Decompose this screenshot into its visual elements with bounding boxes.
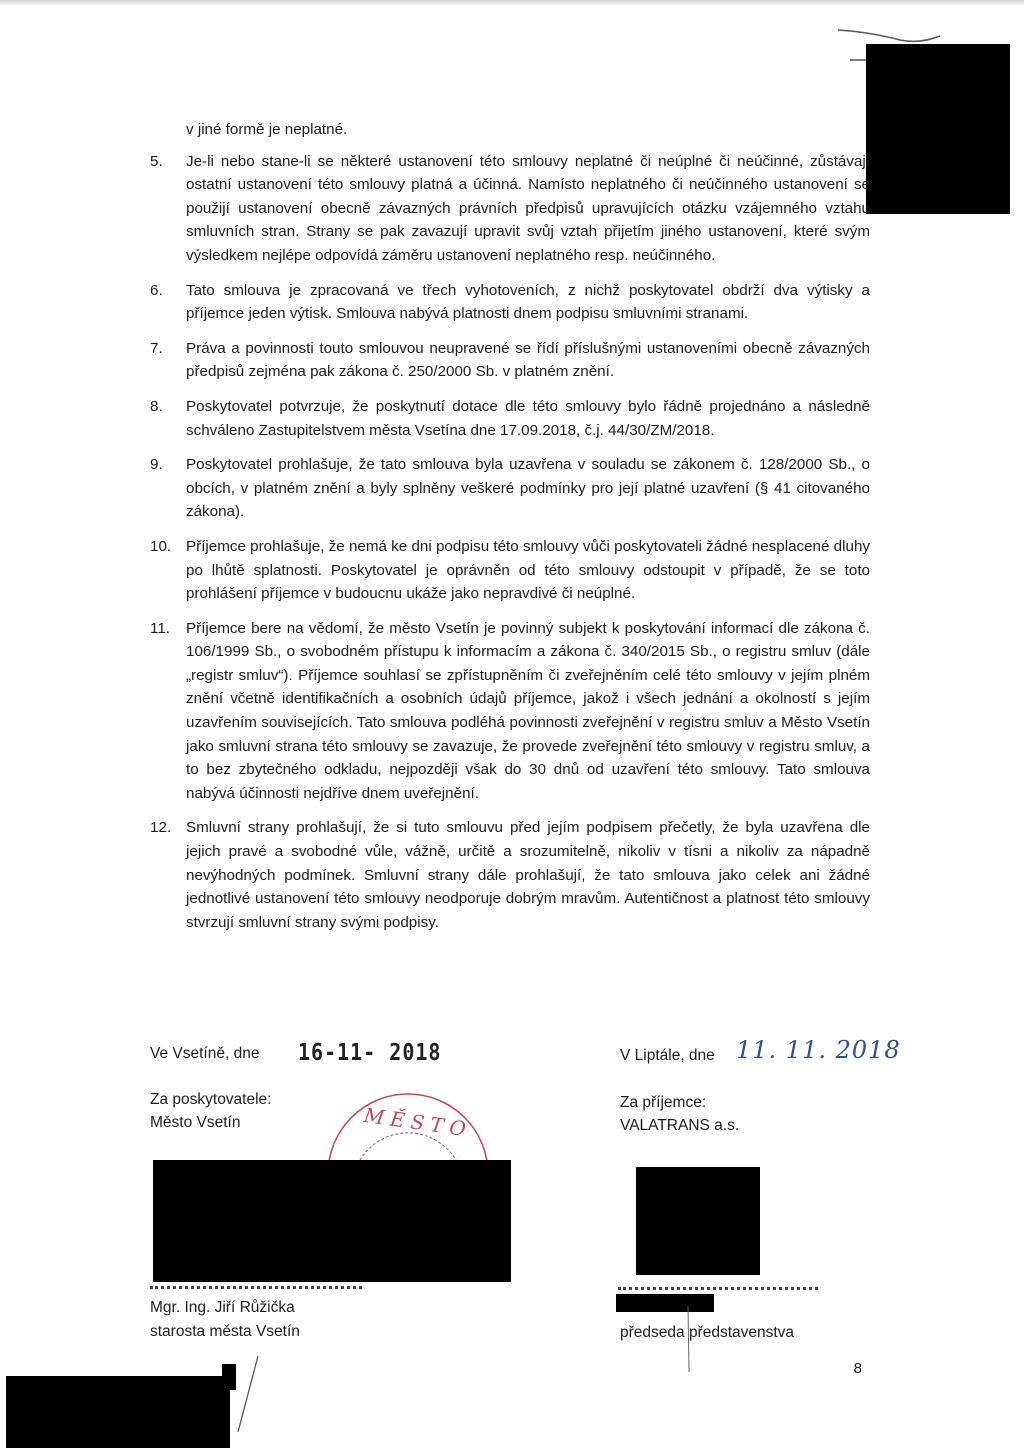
left-party-name: Město Vsetín (150, 1114, 241, 1131)
clause-number: 9. (150, 456, 163, 474)
left-signer-title: starosta města Vsetín (150, 1323, 300, 1340)
signature-stroke-right (684, 1306, 694, 1376)
contract-body (150, 118, 870, 945)
right-signer-title: předseda představenstva (620, 1324, 795, 1341)
clause-number: 6. (150, 281, 163, 299)
clause-text: Příjemce bere na vědomí, že město Vsetín je povinný subjekt k poskytování informací dle zákona č. 106/1999 Sb., o svobodném přístupu k informacím a zákona č. 340/2015 Sb., o registru smluv (dále „registr smluv“). Příjemce souhlasí se zpřístupněním či zveřejněním celé této smlouvy v jejím plném znění včetně identifikačních a osobních údajů příjemce, jakož i všech jednání a okolností s jejím uzavřením souvisejících. Tato smlouva podléhá povinnosti zveřejnění v registru smluv a Město Vsetín jako smluvní strana této smlouvy se zavazuje, že provede zveřejnění této smlouvy v registru smluv, a to bez zbytečného odkladu, nejpozději však do 30 dnů od uzavření této smlouvy. Tato smlouva nabývá účinnosti nejdříve dnem uveřejnění. (186, 619, 870, 802)
clause-9 (150, 453, 870, 524)
right-signature-line (618, 1287, 818, 1290)
intro-line: v jiné formě je neplatné. (186, 121, 348, 138)
left-signer-name: Mgr. Ing. Jiří Růžička (150, 1299, 295, 1316)
left-date-stamp: 16-11- 2018 (298, 1038, 442, 1066)
clause-text: Práva a povinnosti touto smlouvou neupravené se řídí příslušnými ustanoveními obecně závazných předpisů zejména pak zákona č. 250/2000 Sb. v platném znění. (186, 339, 870, 381)
redaction-top-right (866, 44, 1010, 214)
clause-number: 11. (150, 619, 170, 637)
clause-text: Je-li nebo stane-li se některé ustanovení této smlouvy neplatné či neúplné či neúčinné, zůstávají ostatní ustanovení této smlouvy platná a účinná. Namísto neplatného či neúčinného ustanovení se použijí ustanovení obecně závazných právních předpisů upravujících otázku vzájemného vztahu smluvních stran. Strany se pak zavazují upravit svůj vztah přijetím jiného ustanovení, které svým výsledkem nejlépe odpovídá záměru ustanovení neplatného resp. neúčinného. (186, 152, 870, 264)
clause-7 (150, 337, 870, 384)
scan-top-edge (0, 0, 1024, 6)
right-date-handwritten: 11. 11. 2018 (736, 1036, 901, 1064)
clause-number: 7. (150, 339, 163, 357)
right-party-name: VALATRANS a.s. (620, 1117, 740, 1134)
redaction-right-signature (636, 1167, 760, 1275)
clause-text: Tato smlouva je zpracovaná ve třech vyhotoveních, z nichž poskytovatel obdrží dva výtisky a příjemce jeden výtisk. Smlouva nabývá platnosti dnem podpisu smluvními stranami. (186, 281, 870, 323)
clause-text: Příjemce prohlašuje, že nemá ke dni podpisu této smlouvy vůči poskytovateli žádné nesplacené dluhy po lhůtě splatnosti. Poskytovatel je oprávněn od této smlouvy odstoupit v případě, že se toto prohlášení příjemce v budoucnu ukáže jako nepravdivé či neúplné. (186, 537, 870, 603)
clause-number: 10. (150, 537, 172, 555)
redaction-bottom-left (6, 1376, 230, 1448)
seal-text: MĚSTO (362, 1102, 474, 1142)
clause-12 (150, 816, 870, 934)
clause-text: Poskytovatel prohlašuje, že tato smlouva byla uzavřena v souladu se zákonem č. 128/2000 Sb., o obcích, v platném znění a byly splněny veškeré podmínky pro její platné uzavření (§ 41 citovaného zákona). (186, 456, 870, 521)
redaction-left-signature (153, 1160, 511, 1282)
clause-5 (150, 150, 870, 268)
right-place-label: V Liptále, dne (620, 1047, 715, 1064)
page-number: 8 (853, 1360, 862, 1377)
right-party-label: Za příjemce: (620, 1094, 707, 1111)
clause-text: Poskytovatel potvrzuje, že poskytnutí dotace dle této smlouvy bylo řádně projednáno a následně schváleno Zastupitelstvem města Vsetína dne 17.09.2018, č.j. 44/30/ZM/2018. (186, 397, 870, 439)
clause-list (150, 150, 870, 935)
left-signature-line (150, 1286, 362, 1289)
clause-number: 5. (150, 152, 163, 170)
left-place-label: Ve Vsetíně, dne (150, 1045, 260, 1062)
clause-10 (150, 535, 870, 606)
clause-8 (150, 395, 870, 442)
clause-number: 8. (150, 397, 163, 415)
left-party-label: Za poskytovatele: (150, 1091, 272, 1108)
clause-number: 12. (150, 819, 172, 837)
clause-text: Smluvní strany prohlašují, že si tuto smlouvu před jejím podpisem přečetly, že byla uzavřena dle jejich pravé a svobodné vůle, vážně, určitě a srozumitelně, nikoliv v tísni a nikoliv za nápadně nevýhodných podmínek. Smluvní strany dále prohlašují, že tato smlouva jako celek ani žádné jednotlivé ustanovení této smlouvy neodporuje dobrým mravům. Autentičnost a platnost této smlouvy stvrzují smluvní strany svými podpisy. (186, 819, 870, 931)
clause-6 (150, 279, 870, 326)
redaction-right-signer-name (616, 1294, 714, 1312)
clause-11 (150, 617, 870, 806)
handwritten-stroke-bottom (232, 1352, 272, 1442)
